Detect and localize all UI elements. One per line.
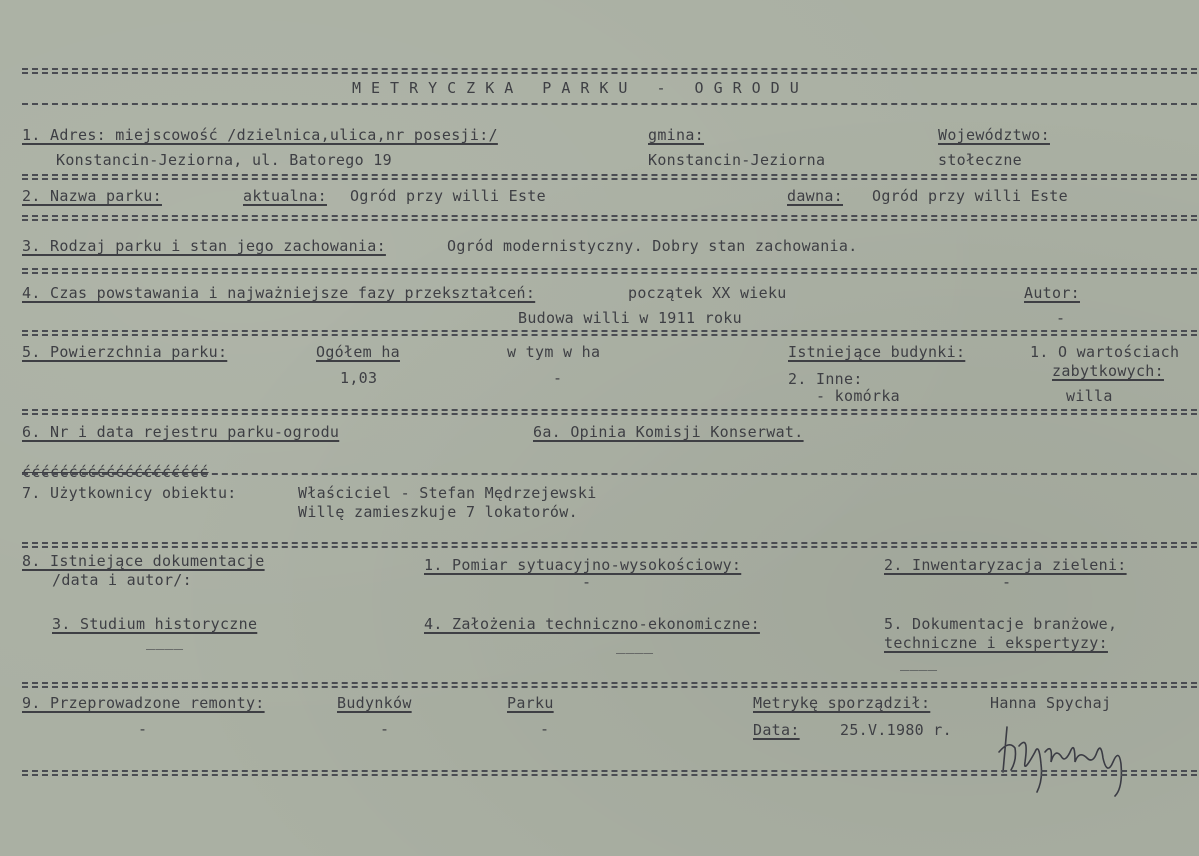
rule	[22, 268, 1197, 274]
s8-d3: ____	[146, 632, 184, 650]
s8-d2-label: 2. Inwentaryzacja zieleni:	[884, 556, 1127, 574]
s5-b1-label-a: 1. O wartościach	[1030, 343, 1180, 361]
s2-former: Ogród przy willi Este	[872, 187, 1068, 205]
page-title: METRYCZKA PARKU - OGRODU	[352, 79, 809, 97]
s7-line1: Właściciel - Stefan Mędrzejewski	[298, 484, 597, 502]
s5-total-label: Ogółem ha	[316, 343, 400, 361]
s9-b-label: Budynków	[337, 694, 412, 712]
s4-value1: początek XX wieku	[628, 284, 787, 302]
rule	[22, 174, 1197, 180]
s8-label-b: /data i autor/:	[52, 571, 192, 589]
s6-label: 6. Nr i data rejestru parku-ogrodu	[22, 423, 340, 441]
s5-b1: willa	[1066, 387, 1113, 405]
s8-d5-label-a: 5. Dokumentacje branżowe,	[884, 615, 1118, 633]
s8-d4: ____	[616, 636, 654, 654]
rule	[22, 542, 1197, 548]
s6-struck-text: ćććććććććććććććććććć	[22, 463, 209, 481]
s8-d3-label: 3. Studium historyczne	[52, 615, 258, 633]
s7-line2: Willę zamieszkuje 7 lokatorów.	[298, 503, 578, 521]
s1-address: Konstancin-Jeziorna, ul. Batorego 19	[56, 151, 392, 169]
rule	[22, 473, 1197, 475]
s2-label-text: 2. Nazwa parku:	[22, 187, 162, 205]
s5-incl: -	[553, 369, 563, 387]
s9-p: -	[540, 720, 550, 738]
s5-b2-label: 2. Inne:	[788, 370, 863, 388]
s5-total: 1,03	[340, 369, 378, 387]
s6-opinion-label: 6a. Opinia Komisji Konserwat.	[533, 423, 804, 441]
s9-p-label: Parku	[507, 694, 554, 712]
s9-date-label: Data:	[753, 721, 800, 739]
s3-label: 3. Rodzaj parku i stan jego zachowania:	[22, 237, 386, 255]
s5-incl-label: w tym w ha	[507, 343, 601, 361]
rule	[22, 103, 1197, 105]
s8-d2: -	[1002, 573, 1012, 591]
s5-label: 5. Powierzchnia parku:	[22, 343, 228, 361]
s3-value: Ogród modernistyczny. Dobry stan zachowania.	[447, 237, 858, 255]
s1-gmina-label: gmina:	[648, 126, 704, 144]
s2-former-label: dawna:	[787, 187, 843, 205]
s8-label-a: 8. Istniejące dokumentacje	[22, 552, 265, 570]
s2-current: Ogród przy willi Este	[350, 187, 546, 205]
s2-label	[22, 187, 162, 205]
s9-label: 9. Przeprowadzone remonty:	[22, 694, 265, 712]
s8-d1-label: 1. Pomiar sytuacyjno-wysokościowy:	[424, 556, 742, 574]
s1-woj-label: Województwo:	[938, 126, 1050, 144]
s1-woj: stołeczne	[938, 151, 1022, 169]
s8-d1: -	[582, 573, 592, 591]
s1-gmina: Konstancin-Jeziorna	[648, 151, 826, 169]
rule	[22, 682, 1197, 688]
s8-d5: ____	[900, 653, 938, 671]
s5-b2: - komórka	[816, 387, 900, 405]
s2-current-label: aktualna:	[243, 187, 327, 205]
s4-label: 4. Czas powstawania i najważniejsze fazy przekształceń:	[22, 284, 536, 302]
s4-value2: Budowa willi w 1911 roku	[518, 309, 742, 327]
rule-top	[22, 68, 1197, 74]
s7-label: 7. Użytkownicy obiektu:	[22, 484, 237, 502]
rule-bottom	[22, 770, 1197, 776]
s8-d4-label: 4. Założenia techniczno-ekonomiczne:	[424, 615, 760, 633]
rule	[22, 215, 1197, 221]
s9-date: 25.V.1980 r.	[840, 721, 952, 739]
s1-label: 1. Adres: miejscowość /dzielnica,ulica,nr posesji:/	[22, 126, 498, 144]
s5-b1-label-b: zabytkowych:	[1052, 362, 1164, 380]
s4-author: -	[1056, 309, 1066, 327]
s4-author-label: Autor:	[1024, 284, 1080, 302]
s9-author: Hanna Spychaj	[990, 694, 1112, 712]
s9-author-label: Metrykę sporządził:	[753, 694, 931, 712]
s9-b: -	[380, 720, 390, 738]
rule	[22, 409, 1197, 415]
s9-r: -	[138, 720, 148, 738]
rule	[22, 330, 1197, 336]
s8-d5-label-b: techniczne i ekspertyzy:	[884, 634, 1108, 652]
s5-buildings-label: Istniejące budynki:	[788, 343, 966, 361]
signature	[995, 712, 1145, 802]
